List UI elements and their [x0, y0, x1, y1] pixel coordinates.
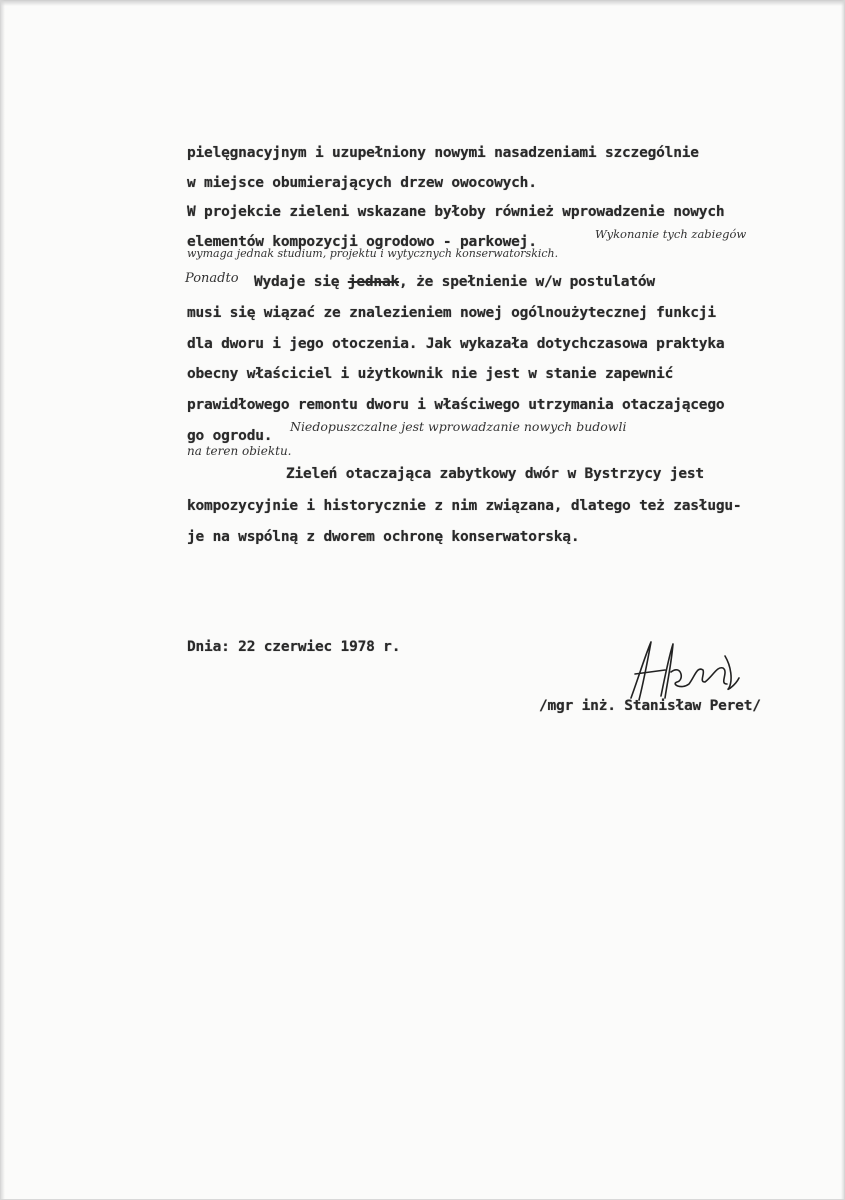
- handwritten-note-1b: wymaga jednak studium, projektu i wytycznych konserwatorskich.: [187, 247, 559, 260]
- handwritten-note-2b: na teren obiektu.: [187, 444, 292, 458]
- text-line-5-end: , że spełnienie w/w postulatów: [399, 274, 655, 290]
- scan-edge-left: [0, 0, 5, 1200]
- text-line-11: Zieleń otaczająca zabytkowy dwór w Bystrzycy jest: [286, 466, 704, 482]
- text-line-12: kompozycyjnie i historycznie z nim związana, dlatego też zasługu-: [187, 498, 742, 514]
- text-line-3: W projekcie zieleni wskazane byłoby również wprowadzenie nowych: [187, 204, 725, 220]
- handwritten-note-1a: Wykonanie tych zabiegów: [595, 227, 747, 241]
- signatory-name: /mgr inż. Stanisław Peret/: [539, 698, 761, 714]
- text-line-13: je na wspólną z dworem ochronę konserwatorską.: [187, 529, 580, 545]
- text-line-8: obecny właściciel i użytkownik nie jest w stanie zapewnić: [187, 366, 674, 382]
- text-line-5: [254, 275, 655, 290]
- struck-word: jednak: [347, 274, 400, 290]
- text-line-7: dla dworu i jego otoczenia. Jak wykazała dotychczasowa praktyka: [187, 336, 725, 352]
- date-line: Dnia: 22 czerwiec 1978 r.: [187, 639, 401, 655]
- text-line-4: elementów kompozycji ogrodowo - parkowej.: [187, 234, 537, 250]
- text-line-1: pielęgnacyjnym i uzupełniony nowymi nasadzeniami szczególnie: [187, 145, 699, 161]
- text-line-9: prawidłowego remontu dworu i właściwego utrzymania otaczającego: [187, 397, 725, 413]
- text-line-10: go ogrodu.: [187, 428, 273, 444]
- scan-edge-top: [0, 0, 845, 6]
- handwritten-ponadto: Ponadto: [185, 271, 239, 286]
- handwritten-note-2a: Niedopuszczalne jest wprowadzanie nowych budowli: [290, 419, 627, 434]
- text-line-2: w miejsce obumierających drzew owocowych.: [187, 175, 537, 191]
- handwritten-signature: [625, 636, 745, 706]
- text-line-5-start: Wydaje się: [254, 274, 340, 290]
- text-line-6: musi się wiązać ze znalezieniem nowej ogólnoużytecznej funkcji: [187, 305, 716, 321]
- scan-edge-right: [841, 0, 845, 1200]
